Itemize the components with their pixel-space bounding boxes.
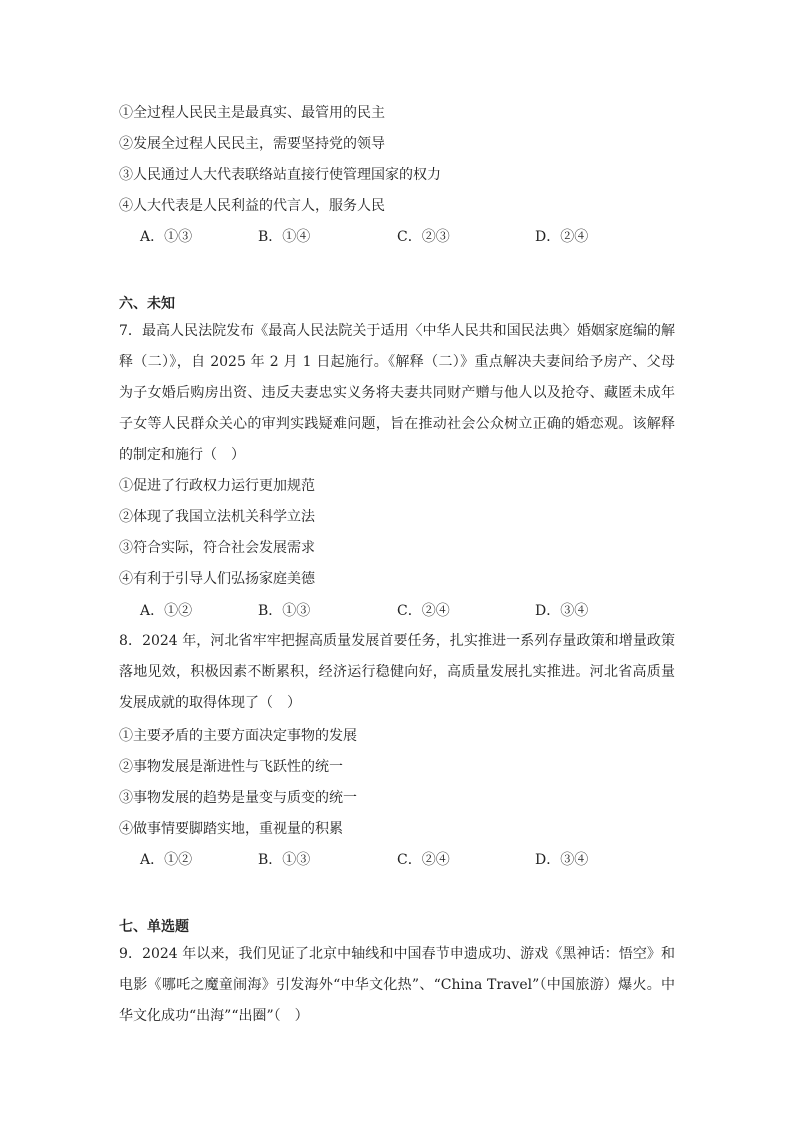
- q8-statement-4: ④做事情要脚踏实地，重视量的积累: [119, 821, 343, 837]
- statement-4: ④人大代表是人民利益的代言人，服务人民: [119, 198, 385, 214]
- choice-d: D．③④: [535, 852, 589, 868]
- choice-a: A．①③: [140, 229, 193, 245]
- statement-3: ③人民通过人大代表联络站直接行使管理国家的权力: [119, 167, 441, 183]
- choice-a: A．①②: [140, 852, 193, 868]
- section-title-6: 六、未知: [119, 296, 175, 312]
- question-7-stem: 7．最高人民法院发布《最高人民法院关于适用〈中华人民共和国民法典〉婚姻家庭编的解释（二）》，自 2025 年 2 月 1 日起施行。《解释（二）》重点解决夫妻间给予房产、父母为子女婚后购房出资、违反夫妻忠实义务将夫妻共同财产赠与他人以及抢夺、藏匿未成年子女等人民群众关心的审判实践疑难问题，旨在推动社会公众树立正确的婚恋观。该解释的制定和施行（ ）: [119, 323, 675, 463]
- question-8-stem: 8．2024 年，河北省牢牢把握高质量发展首要任务，扎实推进一系列存量政策和增量政策落地见效，积极因素不断累积，经济运行稳健向好，高质量发展扎实推进。河北省高质量发展成就的取得体现了（ ）: [119, 633, 675, 711]
- choice-b: B．①④: [258, 229, 311, 245]
- q8-statement-2: ②事物发展是渐进性与飞跃性的统一: [119, 759, 343, 775]
- q7-statement-1: ①促进了行政权力运行更加规范: [119, 478, 315, 494]
- choice-b: B．①③: [258, 852, 311, 868]
- choice-d: D．③④: [535, 603, 589, 619]
- q8-statement-1: ①主要矛盾的主要方面决定事物的发展: [119, 728, 357, 744]
- choice-c: C．②③: [397, 229, 450, 245]
- statement-2: ②发展全过程人民民主，需要坚持党的领导: [119, 136, 385, 152]
- q7-statement-4: ④有利于引导人们弘扬家庭美德: [119, 571, 315, 587]
- choice-a: A．①②: [140, 603, 193, 619]
- question-9-stem: 9．2024 年以来，我们见证了北京中轴线和中国春节申遗成功、游戏《黑神话：悟空》和电影《哪吒之魔童闹海》引发海外“中华文化热”、“China Travel”（中国旅游）爆火。中华文化成功“出海”“出圈”（ ）: [119, 946, 675, 1024]
- q7-statement-3: ③符合实际，符合社会发展需求: [119, 540, 315, 556]
- choice-c: C．②④: [397, 603, 450, 619]
- choice-d: D．②④: [535, 229, 589, 245]
- q7-statement-2: ②体现了我国立法机关科学立法: [119, 509, 315, 525]
- statement-1: ①全过程人民民主是最真实、最管用的民主: [119, 105, 385, 121]
- section-title-7: 七、单选题: [119, 919, 189, 935]
- choice-c: C．②④: [397, 852, 450, 868]
- q8-statement-3: ③事物发展的趋势是量变与质变的统一: [119, 790, 357, 806]
- choice-b: B．①③: [258, 603, 311, 619]
